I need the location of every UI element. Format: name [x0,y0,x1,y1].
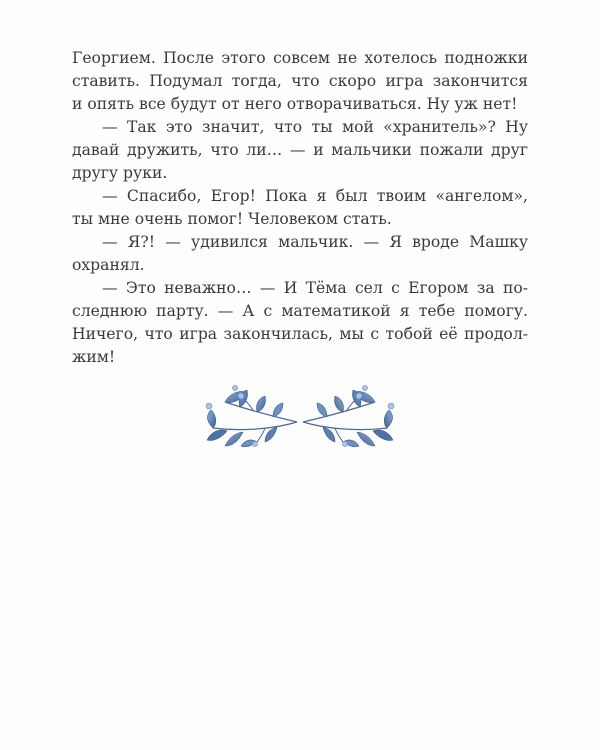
page-body-text [72,47,528,369]
text-line: ставить. Подумал тогда, что скоро игра закончится [72,72,528,90]
text-line: другу руки. [72,164,168,182]
text-line: — Я?! — удивился мальчик. — Я вроде Машку [102,233,528,251]
text-line: Ничего, что игра закончилась, мы с тобой её продол- [72,325,528,343]
text-line: — Это неважно… — И Тёма сел с Егором за по- [102,279,528,297]
left-branch [206,385,297,446]
text-line: — Так это значит, что ты мой «хранитель»? Ну [102,118,528,136]
text-line: — Спасибо, Егор! Пока я был твоим «ангелом», [102,187,528,205]
text-line: следнюю парту. — А с математикой я тебе помогу. [72,302,528,320]
right-branch [303,385,394,446]
text-line: жим! [72,348,116,366]
text-line: охранял. [72,256,145,274]
text-line: и опять все будут от него отворачиваться. Ну уж нет! [72,95,518,113]
text-line: Георгием. После этого совсем не хотелось подножки [72,49,528,67]
leaf-branch-ornament-icon [185,380,415,460]
text-line: ты мне очень помог! Человеком стать. [72,210,392,228]
text-line: давай дружить, что ли… — и мальчики пожали друг [72,141,528,159]
